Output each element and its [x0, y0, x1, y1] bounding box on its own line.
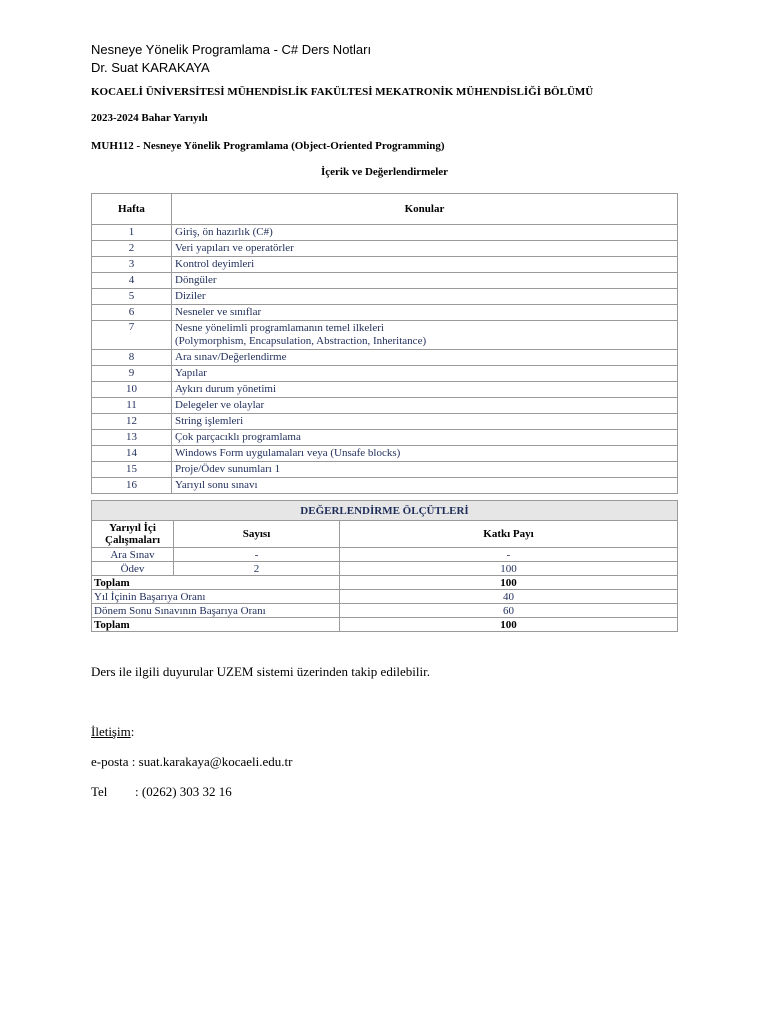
activity-count: -	[174, 548, 340, 562]
header-activities: Yarıyıl İçi Çalışmaları	[92, 521, 174, 548]
table-row	[92, 305, 678, 321]
evaluation-title-row	[92, 501, 678, 521]
document-header-author: Dr. Suat KARAKAYA	[91, 60, 210, 75]
week-number: 14	[92, 446, 172, 462]
table-row	[92, 398, 678, 414]
activity-share: -	[340, 548, 678, 562]
phone-line	[91, 784, 232, 800]
course-heading: MUH112 - Nesneye Yönelik Programlama (Object-Oriented Programming)	[91, 140, 445, 152]
table-row	[92, 618, 678, 632]
table-row	[92, 257, 678, 273]
table-row	[92, 604, 678, 618]
table-row	[92, 430, 678, 446]
activity-label: Ara Sınav	[92, 548, 174, 562]
total-label: Toplam	[92, 576, 340, 590]
week-topic: Diziler	[172, 289, 678, 305]
week-topic-line: (Polymorphism, Encapsulation, Abstraction, Inheritance)	[175, 335, 427, 347]
topics-header-row	[92, 194, 678, 225]
week-number: 11	[92, 398, 172, 414]
activity-label: Ödev	[92, 562, 174, 576]
week-number: 7	[92, 321, 172, 350]
table-row	[92, 366, 678, 382]
table-row	[92, 350, 678, 366]
week-number: 16	[92, 478, 172, 494]
week-topic: Yarıyıl sonu sınavı	[172, 478, 678, 494]
header-week: Hafta	[92, 194, 172, 225]
contact-heading-text: İletişim	[91, 724, 131, 739]
evaluation-table	[91, 500, 678, 632]
week-topic: Delegeler ve olaylar	[172, 398, 678, 414]
table-row	[92, 414, 678, 430]
week-topic-line: Nesne yönelimli programlamanın temel ilkeleri	[175, 322, 384, 334]
ratio-value: 40	[340, 590, 678, 604]
week-number: 2	[92, 241, 172, 257]
evaluation-header-row	[92, 521, 678, 548]
week-topic: Ara sınav/Değerlendirme	[172, 350, 678, 366]
table-row	[92, 576, 678, 590]
document-header-title: Nesneye Yönelik Programlama - C# Ders Notları	[91, 42, 372, 57]
table-row	[92, 321, 678, 350]
week-topic: Döngüler	[172, 273, 678, 289]
week-number: 3	[92, 257, 172, 273]
week-number: 6	[92, 305, 172, 321]
week-number: 12	[92, 414, 172, 430]
contact-heading	[91, 724, 134, 740]
activity-share: 100	[340, 562, 678, 576]
email-line	[91, 754, 292, 770]
week-topic: Veri yapıları ve operatörler	[172, 241, 678, 257]
table-row	[92, 462, 678, 478]
week-number: 15	[92, 462, 172, 478]
activity-count: 2	[174, 562, 340, 576]
term-heading: 2023-2024 Bahar Yarıyılı	[91, 112, 208, 124]
table-row	[92, 548, 678, 562]
week-number: 8	[92, 350, 172, 366]
university-heading: KOCAELİ ÜNİVERSİTESİ MÜHENDİSLİK FAKÜLTESİ MEKATRONİK MÜHENDİSLİĞİ BÖLÜMÜ	[91, 86, 594, 98]
email-label: e-posta :	[91, 754, 139, 769]
email-link[interactable]: suat.karakaya@kocaeli.edu.tr	[138, 754, 293, 769]
total-value: 100	[340, 618, 678, 632]
topics-table	[91, 193, 678, 494]
ratio-label: Dönem Sonu Sınavının Başarıya Oranı	[92, 604, 340, 618]
table-row	[92, 241, 678, 257]
week-topic: Windows Form uygulamaları veya (Unsafe blocks)	[172, 446, 678, 462]
table-row	[92, 289, 678, 305]
table-row	[92, 590, 678, 604]
phone-label: Tel	[91, 784, 108, 799]
table-row	[92, 446, 678, 462]
week-topic	[172, 321, 678, 350]
week-topic: Yapılar	[172, 366, 678, 382]
table-row	[92, 273, 678, 289]
phone-number: : (0262) 303 32 16	[135, 784, 232, 799]
table-row	[92, 562, 678, 576]
total-label: Toplam	[92, 618, 340, 632]
week-number: 13	[92, 430, 172, 446]
ratio-label: Yıl İçinin Başarıya Oranı	[92, 590, 340, 604]
week-topic: Aykırı durum yönetimi	[172, 382, 678, 398]
week-topic: Nesneler ve sınıflar	[172, 305, 678, 321]
week-topic: String işlemleri	[172, 414, 678, 430]
week-number: 4	[92, 273, 172, 289]
table-row	[92, 478, 678, 494]
week-topic: Kontrol deyimleri	[172, 257, 678, 273]
week-number: 10	[92, 382, 172, 398]
contact-heading-colon: :	[130, 724, 135, 739]
table-row	[92, 382, 678, 398]
announcement-text: Ders ile ilgili duyurular UZEM sistemi üzerinden takip edilebilir.	[91, 664, 431, 679]
total-value: 100	[340, 576, 678, 590]
header-count: Sayısı	[174, 521, 340, 548]
header-share: Katkı Payı	[340, 521, 678, 548]
week-topic: Çok parçacıklı programlama	[172, 430, 678, 446]
week-number: 1	[92, 225, 172, 241]
evaluation-title: DEĞERLENDİRME ÖLÇÜTLERİ	[92, 501, 678, 521]
week-number: 5	[92, 289, 172, 305]
week-topic: Giriş, ön hazırlık (C#)	[172, 225, 678, 241]
week-number: 9	[92, 366, 172, 382]
ratio-value: 60	[340, 604, 678, 618]
table-row	[92, 225, 678, 241]
week-topic: Proje/Ödev sunumları 1	[172, 462, 678, 478]
content-heading: İçerik ve Değerlendirmeler	[320, 166, 449, 178]
header-topics: Konular	[172, 194, 678, 225]
